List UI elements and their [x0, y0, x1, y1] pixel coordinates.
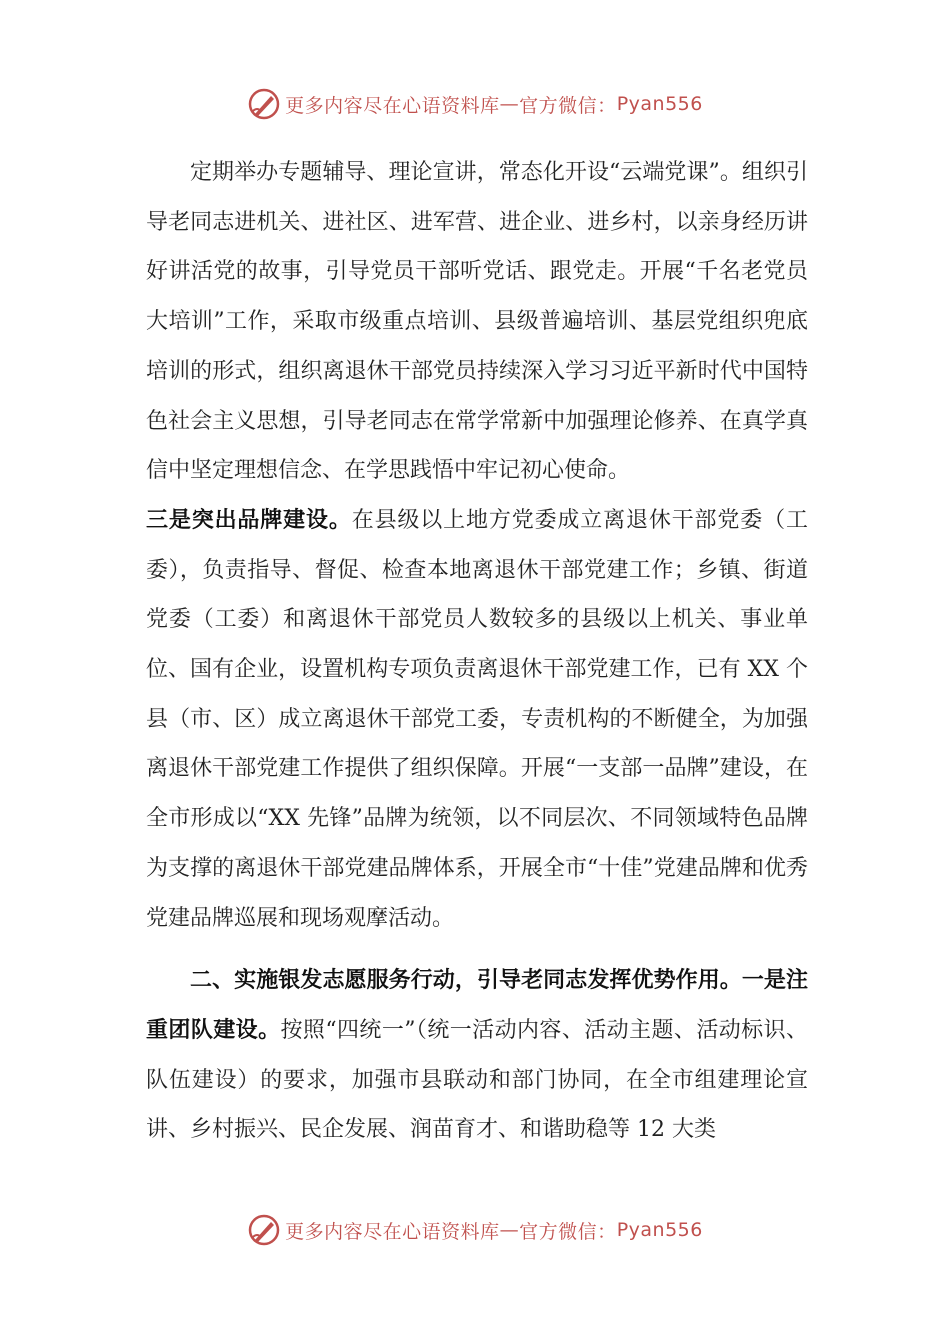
- paragraph-heading-bold: 三是突出品牌建设。: [146, 506, 352, 533]
- banner-wechat-id: Pyan556: [616, 93, 703, 115]
- paragraph-brand-building: [146, 496, 808, 943]
- paragraph-brand-text: 在县级以上地方党委成立离退休干部党委（工委），负责指导、督促、检查本地离退休干部党建工作；乡镇、街道党委（工委）和离退休干部党员人数较多的县级以上机关、事业单位、国有企业，设置机构专项负责离退休干部党建工作，已有 XX 个县（市、区）成立离退休干部党工委，专责机构的不断健全，为加强离退休干部党建工作提供了组织保障。开展“一支部一品牌”建设，在全市形成以“XX 先锋”品牌为统领，以不同层次、不同领域特色品牌为支撑的离退休干部党建品牌体系，开展全市“十佳”党建品牌和优秀党建品牌巡展和现场观摩活动。: [146, 507, 808, 931]
- header-watermark-banner: [0, 84, 950, 124]
- paragraph-theory-learning: 定期举办专题辅导、理论宣讲，常态化开设“云端党课”。组织引导老同志进机关、进社区、进军营、进企业、进乡村，以亲身经历讲好讲活党的故事，引导党员干部听党话、跟党走。开展“千名老党员大培训”工作，采取市级重点培训、县级普遍培训、基层党组织兜底培训的形式，组织离退休干部党员持续深入学习习近平新时代中国特色社会主义思想，引导老同志在常学常新中加强理论修养、在真学真信中坚定理想信念、在学思践悟中牢记初心使命。: [146, 160, 808, 484]
- banner-dash: —: [499, 1219, 520, 1241]
- paragraph-team-text: 按照“四统一”（统一活动内容、活动主题、活动标识、队伍建设）的要求，加强市县联动和部门协同，在全市组建理论宣讲、乡村振兴、民企发展、润苗育才、和谐助稳等 12 大类: [146, 1017, 808, 1143]
- banner-wechat-id: Pyan556: [616, 1219, 703, 1241]
- banner-wechat-label: 官方微信：: [519, 94, 617, 117]
- pen-logo-icon: [247, 1213, 281, 1247]
- banner-dash: —: [499, 93, 520, 115]
- banner-wechat-label: 官方微信：: [519, 1220, 617, 1243]
- paragraph-silver-volunteer: [146, 956, 808, 1155]
- section-heading-bold: 二、实施银发志愿服务行动，引导老同志发挥优势作用。一是注重团队建设。: [146, 967, 808, 1043]
- banner-text: 更多内容尽在心语资料库: [285, 1220, 500, 1243]
- document-body: [146, 148, 808, 1155]
- banner-text: 更多内容尽在心语资料库: [285, 94, 500, 117]
- footer-watermark-banner: [0, 1210, 950, 1250]
- pen-logo-icon: [247, 87, 281, 121]
